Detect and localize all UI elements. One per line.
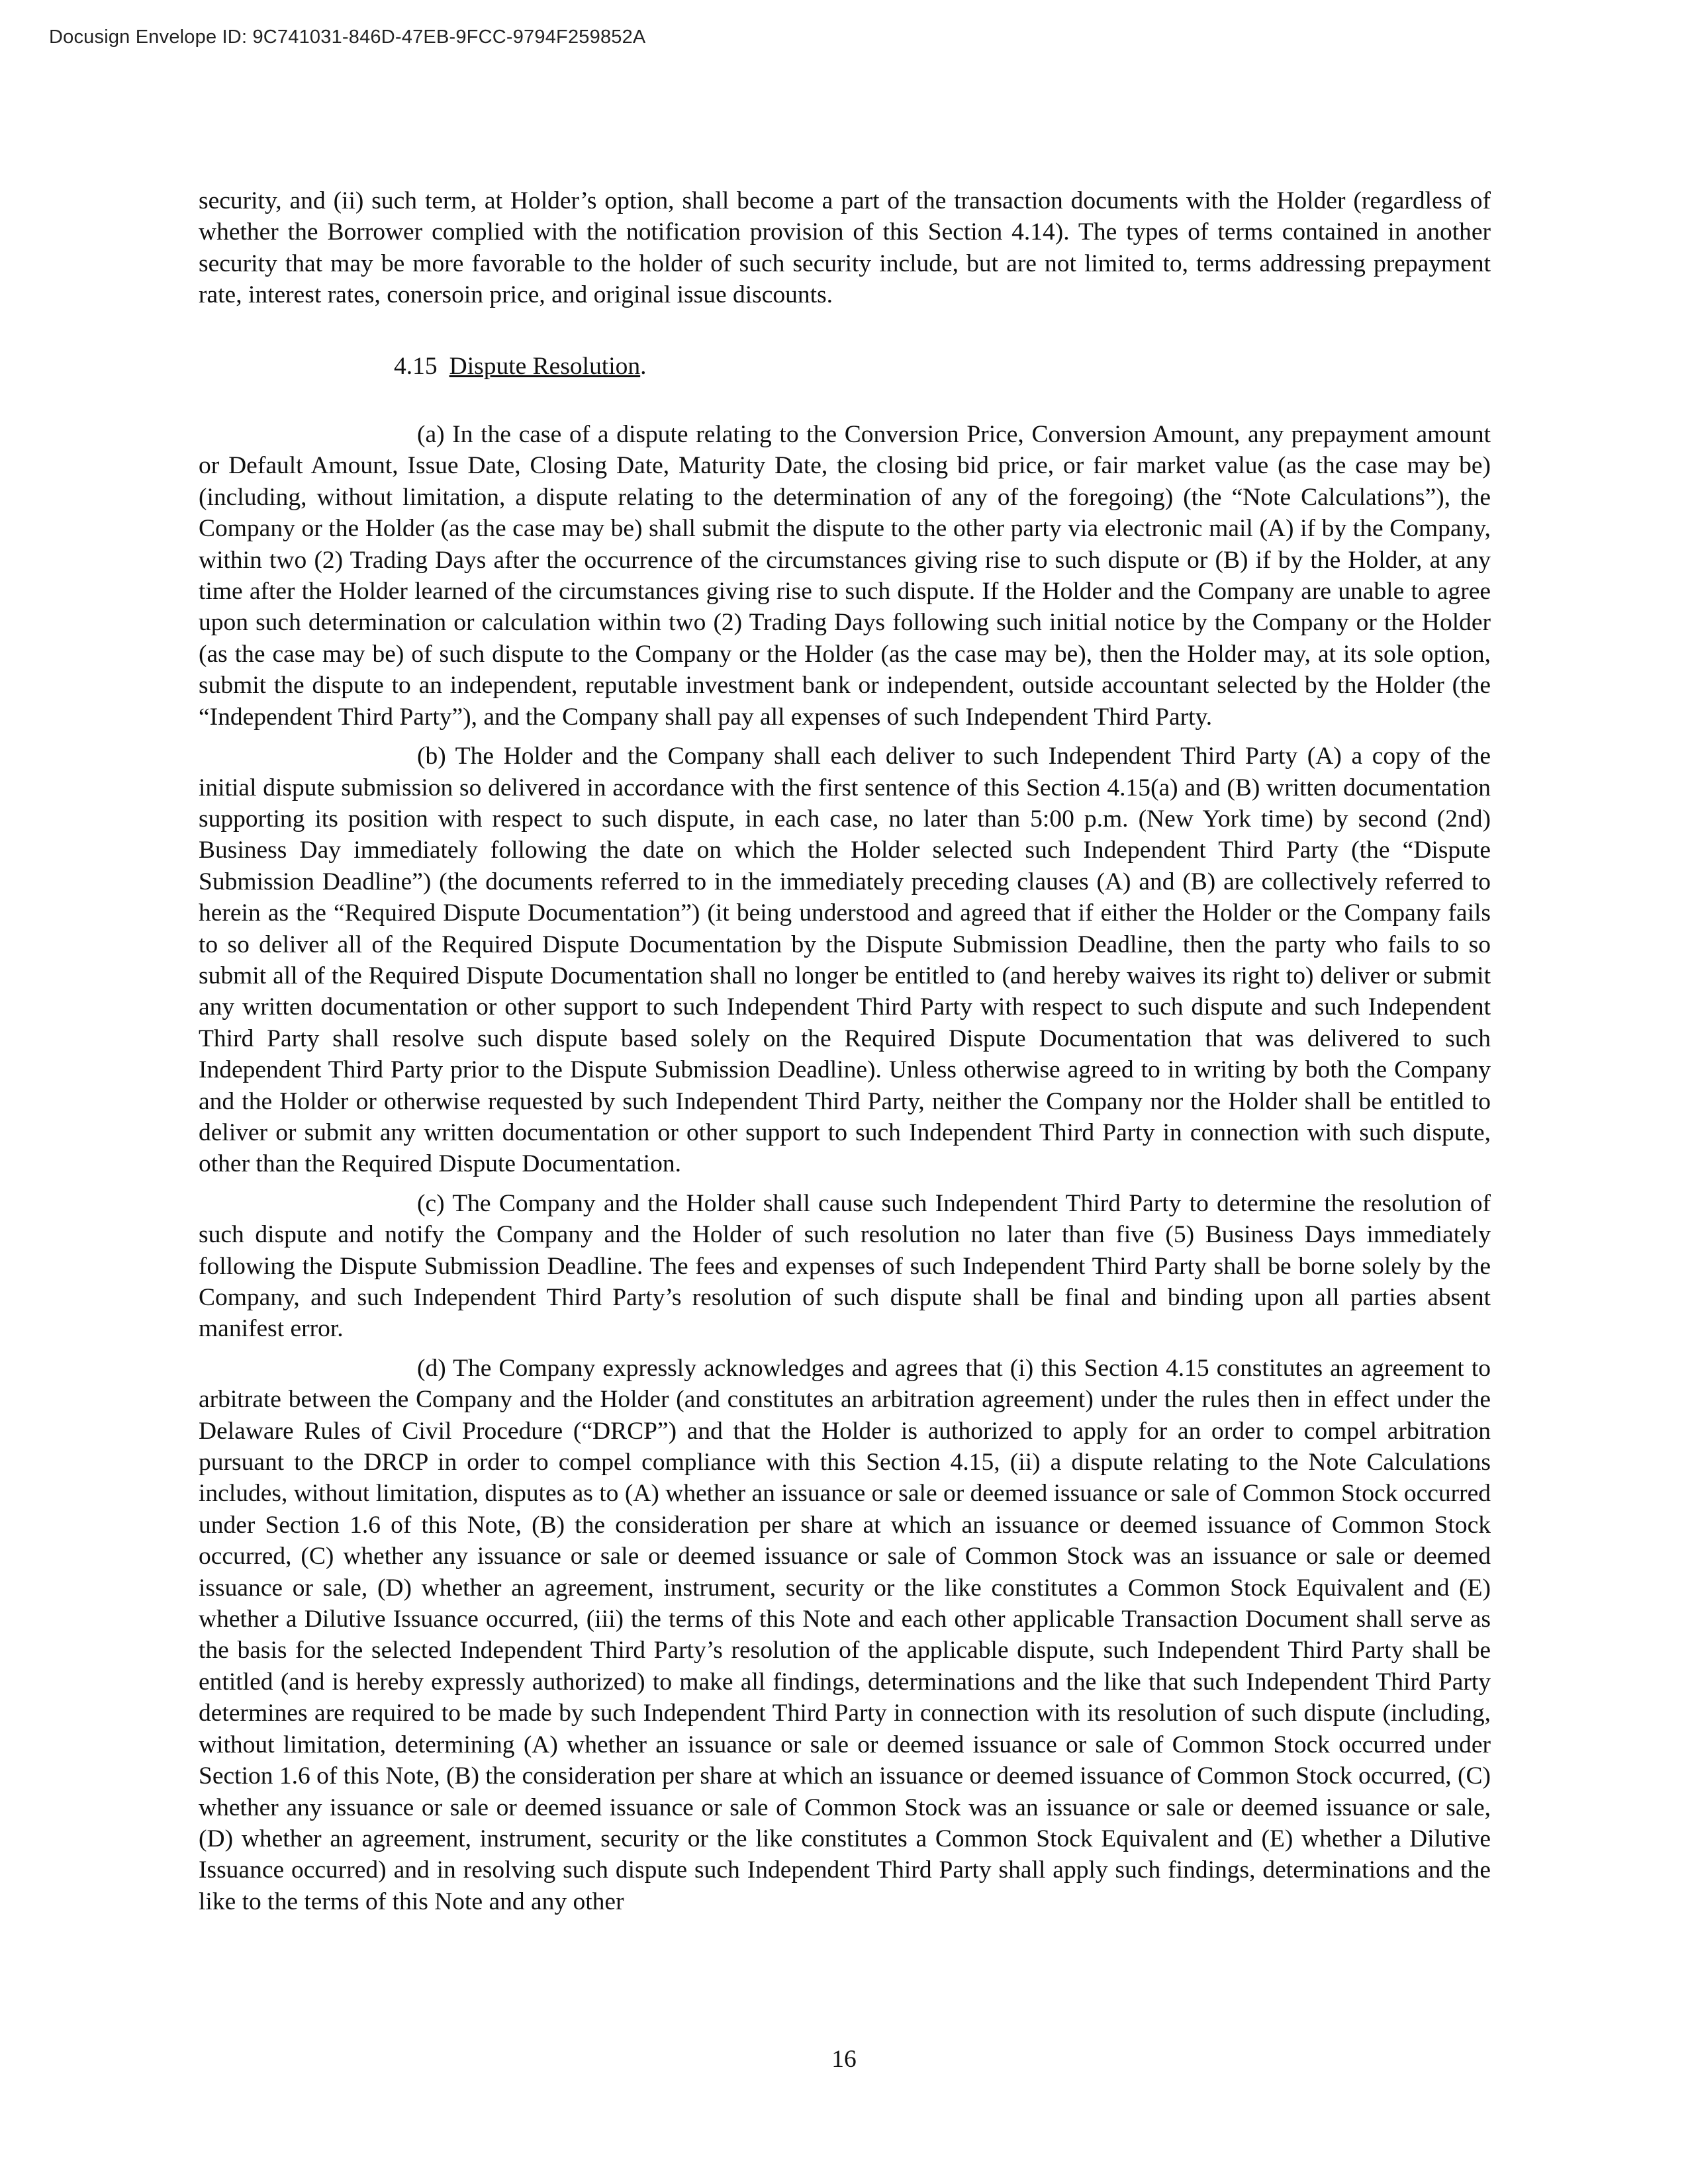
document-body: [199, 185, 1491, 1925]
paragraph-b: (b) The Holder and the Company shall each deliver to such Independent Third Party (A) a copy of the initial dispute submission so delivered in accordance with the first sentence of this Section 4.15(a) and (B) written documentation supporting its position with respect to such dispute, in each case, no later than 5:00 p.m. (New York time) by second (2nd) Business Day immediately following the date on which the Holder selected such Independent Third Party (the “Dispute Submission Deadline”) (the documents referred to in the immediately preceding clauses (A) and (B) are collectively referred to herein as the “Required Dispute Documentation”) (it being understood and agreed that if either the Holder or the Company fails to so deliver all of the Required Dispute Documentation by the Dispute Submission Deadline, then the party who fails to so submit all of the Required Dispute Documentation shall no longer be entitled to (and hereby waives its right to) deliver or submit any written documentation or other support to such Independent Third Party with respect to such dispute and such Independent Third Party shall resolve such dispute based solely on the Required Dispute Documentation that was delivered to such Independent Third Party prior to the Dispute Submission Deadline). Unless otherwise agreed to in writing by both the Company and the Holder or otherwise requested by such Independent Third Party, neither the Company nor the Holder shall be entitled to deliver or submit any written documentation or other support to such Independent Third Party in connection with such dispute, other than the Required Dispute Documentation.: [199, 743, 1491, 1178]
paragraph-a: (a) In the case of a dispute relating to the Conversion Price, Conversion Amount, any prepayment amount or Default Amount, Issue Date, Closing Date, Maturity Date, the closing bid price, or fair market value (as the case may be) (including, without limitation, a dispute relating to the determination of any of the foregoing) (the “Note Calculations”), the Company or the Holder (as the case may be) shall submit the dispute to the other party via electronic mail (A) if by the Company, within two (2) Trading Days after the occurrence of the circumstances giving rise to such dispute or (B) if by the Holder, at any time after the Holder learned of the circumstances giving rise to such dispute. If the Holder and the Company are unable to agree upon such determination or calculation within two (2) Trading Days following such initial notice by the Company or the Holder (as the case may be) of such dispute to the Company or the Holder (as the case may be), then the Holder may, at its sole option, submit the dispute to an independent, reputable investment bank or independent, outside accountant selected by the Holder (the “Independent Third Party”), and the Company shall pay all expenses of such Independent Third Party.: [199, 421, 1491, 731]
continued-paragraph: security, and (ii) such term, at Holder’s option, shall become a part of the transaction documents with the Holder (regardless of whether the Borrower complied with the notification provision of this Section 4.14). The types of terms contained in another security that may be more favorable to the holder of such security include, but are not limited to, terms addressing prepayment rate, interest rates, conersoin price, and original issue discounts.: [199, 187, 1491, 309]
paragraph-c: (c) The Company and the Holder shall cause such Independent Third Party to determine the resolution of such dispute and notify the Company and the Holder of such resolution no later than five (5) Business Days immediately following the Dispute Submission Deadline. The fees and expenses of such Independent Third Party shall be borne solely by the Company, and such Independent Third Party’s resolution of such dispute shall be final and binding upon all parties absent manifest error.: [199, 1189, 1491, 1343]
docusign-envelope-id: Docusign Envelope ID: 9C741031-846D-47EB-9FCC-9794F259852A: [49, 26, 646, 48]
section-title: Dispute Resolution: [449, 352, 641, 380]
section-heading: [199, 351, 1491, 382]
section-number: 4.15: [394, 352, 438, 380]
section-title-period: .: [640, 352, 647, 380]
page-number: 16: [831, 2046, 857, 2073]
paragraph-d: (d) The Company expressly acknowledges and agrees that (i) this Section 4.15 constitutes an agreement to arbitrate between the Company and the Holder (and constitutes an arbitration agreement) under the rules then in effect under the Delaware Rules of Civil Procedure (“DRCP”) and that the Holder is authorized to apply for an order to compel arbitration pursuant to the DRCP in order to compel compliance with this Section 4.15, (ii) a dispute relating to the Note Calculations includes, without limitation, disputes as to (A) whether an issuance or sale or deemed issuance or sale of Common Stock occurred under Section 1.6 of this Note, (B) the consideration per share at which an issuance or deemed issuance of Common Stock occurred, (C) whether any issuance or sale or deemed issuance or sale of Common Stock was an issuance or sale or deemed issuance or sale, (D) whether an agreement, instrument, security or the like constitutes a Common Stock Equivalent and (E) whether a Dilutive Issuance occurred, (iii) the terms of this Note and each other applicable Transaction Document shall serve as the basis for the selected Independent Third Party’s resolution of the applicable dispute, such Independent Third Party shall be entitled (and is hereby expressly authorized) to make all findings, determinations and the like that such Independent Third Party determines are required to be made by such Independent Third Party in connection with its resolution of such dispute (including, without limitation, determining (A) whether an issuance or sale or deemed issuance or sale of Common Stock occurred under Section 1.6 of this Note, (B) the consideration per share at which an issuance or deemed issuance of Common Stock occurred, (C) whether any issuance or sale or deemed issuance or sale of Common Stock was an issuance or sale or deemed issuance or sale, (D) whether an agreement, instrument, security or the like constitutes a Common Stock Equivalent and (E) whether a Dilutive Issuance occurred) and in resolving such dispute such Independent Third Party shall apply such findings, determinations and the like to the terms of this Note and any other: [199, 1354, 1491, 1915]
